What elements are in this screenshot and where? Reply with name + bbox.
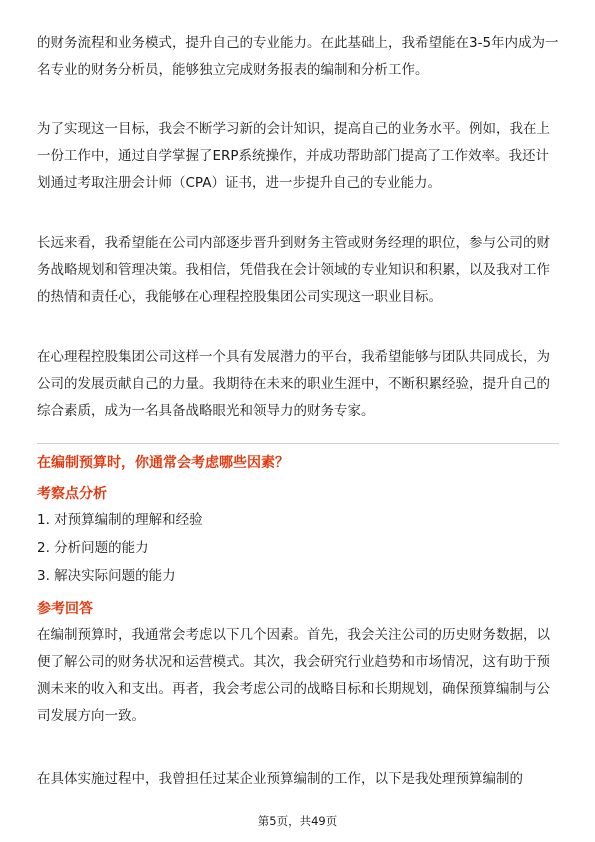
- analysis-item: 2. 分析问题的能力: [37, 540, 149, 556]
- section-divider: [37, 443, 559, 444]
- answer-paragraph: 在具体实施过程中，我曾担任过某企业预算编制的工作，以下是我处理预算编制的: [37, 771, 523, 787]
- body-paragraph: 的财务流程和业务模式，提升自己的专业能力。在此基础上，我希望能在3-5年内成为一名专业的财务分析员，能够独立完成财务报表的编制和分析工作。: [37, 35, 559, 78]
- body-paragraph: 为了实现这一目标，我会不断学习新的会计知识，提高自己的业务水平。例如，我在上一份工作中，通过自学掌握了ERP系统操作，并成功帮助部门提高了工作效率。我还计划通过考取注册会计师（CPA）证书，进一步提升自己的专业能力。: [37, 121, 550, 191]
- analysis-title: 考察点分析: [37, 486, 107, 502]
- page-number: 第5页，共49页: [257, 814, 338, 828]
- body-paragraph: 在心理程控股集团公司这样一个具有发展潜力的平台，我希望能够与团队共同成长，为公司的发展贡献自己的力量。我期待在未来的职业生涯中，不断积累经验，提升自己的综合素质，成为一名具备战略眼光和领导力的财务专家。: [37, 349, 550, 419]
- answer-title: 参考回答: [37, 601, 93, 617]
- body-paragraph: 长远来看，我希望能在公司内部逐步晋升到财务主管或财务经理的职位，参与公司的财务战略规划和管理决策。我相信，凭借我在会计领域的专业知识和积累，以及我对工作的热情和责任心，我能够在心理程控股集团公司实现这一职业目标。: [37, 235, 550, 305]
- answer-paragraph: 在编制预算时，我通常会考虑以下几个因素。首先，我会关注公司的历史财务数据，以便了解公司的财务状况和运营模式。其次，我会研究行业趋势和市场情况，这有助于预测未来的收入和支出。再者，我会考虑公司的战略目标和长期规划，确保预算编制与公司发展方向一致。: [37, 627, 550, 724]
- analysis-item: 1. 对预算编制的理解和经验: [37, 512, 203, 528]
- question-heading: 在编制预算时，你通常会考虑哪些因素？: [37, 455, 289, 471]
- analysis-item: 3. 解决实际问题的能力: [37, 568, 176, 584]
